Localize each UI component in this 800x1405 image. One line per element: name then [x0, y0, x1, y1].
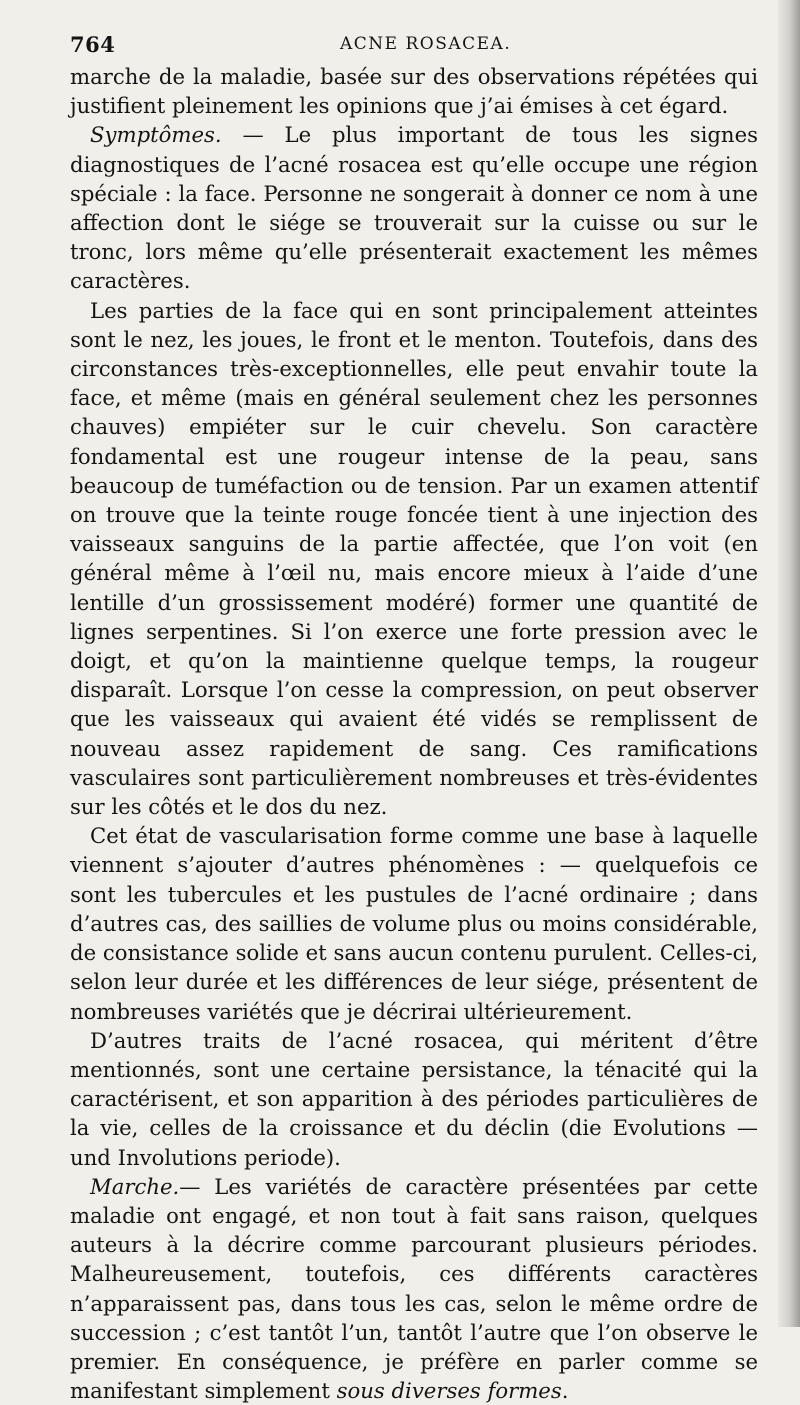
paragraph-text: — Le plus important de tous les signes diagnostiques de l’acné rosacea est qu’elle occupe une région spéciale : la face. Personne ne songerait à donner ce nom à une affection dont le siége se trouverait sur la cuisse ou sur le tronc, lors même qu’elle présenterait exactement les mêmes caractères.	[70, 122, 758, 294]
paragraph-text: — Les variétés de caractère présentées par cette maladie ont engagé, et non tout à fait sans raison, quelques auteurs à la décrire comme parcourant plusieurs périodes. Malheureusement, toutefois, ces différents caractères n’apparaissent pas, dans tous les cas, selon le même ordre de succession ; c’est tantôt l’un, tantôt l’autre que l’on observe le premier. En conséquence, je préfère en parler comme se manifestant simplement	[70, 1173, 758, 1404]
italic-phrase: sous diverses formes	[336, 1378, 562, 1404]
paragraph-symptomes	[70, 120, 758, 295]
section-heading-marche: Marche.	[90, 1173, 180, 1199]
paragraph-marche	[70, 1172, 758, 1405]
page-header-title: ACNE ROSACEA.	[340, 34, 512, 54]
paragraph-autres-traits	[70, 1026, 758, 1172]
running-header	[70, 32, 760, 60]
page-number: 764	[70, 32, 116, 57]
paragraph-text: D’autres traits de l’acné rosacea, qui méritent d’être mentionnés, sont une certaine persistance, la ténacité qui la caractérisent, et son apparition à des périodes particulières de la vie, celles de la croissance et du déclin (die Evolutions — und Involutions periode).	[70, 1027, 758, 1170]
paragraph-text: marche de la maladie, basée sur des observations répétées qui justifient pleinement les opinions que j’ai émises à cet égard.	[70, 64, 758, 119]
section-heading-symptomes: Symptômes.	[90, 122, 222, 148]
paragraph-parties-face	[70, 296, 758, 822]
paragraph-end: .	[561, 1378, 569, 1404]
paragraph-vascularisation	[70, 821, 758, 1025]
paragraph-continuation	[70, 62, 758, 120]
paragraph-text: Les parties de la face qui en sont principalement atteintes sont le nez, les joues, le front et le menton. Toutefois, dans des circonstances très-exceptionnelles, elle peut envahir toute la face, et même (mais en général seulement chez les personnes chauves) empiéter sur le cuir chevelu. Son caractère fondamental est une rougeur intense de la peau, sans beaucoup de tuméfaction ou de tension. Par un examen attentif on trouve que la teinte rouge foncée tient à une injection des vaisseaux sanguins de la partie affectée, que l’on voit (en général même à l’œil nu, mais encore mieux à l’aide d’une lentille d’un grossissement modéré) former une quantité de lignes serpentines. Si l’on exerce une forte pression avec le doigt, et qu’on la maintienne quelque temps, la rougeur disparaît. Lorsque l’on cesse la compression, on peut observer que les vaisseaux qui avaient été vidés se remplissent de nouveau assez rapidement de sang. Ces ramifications vasculaires sont particulièrement nombreuses et très-évidentes sur les côtés et le dos du nez.	[70, 297, 758, 820]
body-text	[70, 62, 758, 1405]
scan-edge	[778, 0, 800, 1327]
paragraph-text: Cet état de vascularisation forme comme une base à laquelle viennent s’ajouter d’autres phénomènes : — quelquefois ce sont les tubercules et les pustules de l’acné ordinaire ; dans d’autres cas, des saillies de volume plus ou moins considérable, de consistance solide et sans aucun contenu purulent. Celles-ci, selon leur durée et les différences de leur siége, présentent de nombreuses variétés que je décrirai ultérieurement.	[70, 823, 758, 1024]
